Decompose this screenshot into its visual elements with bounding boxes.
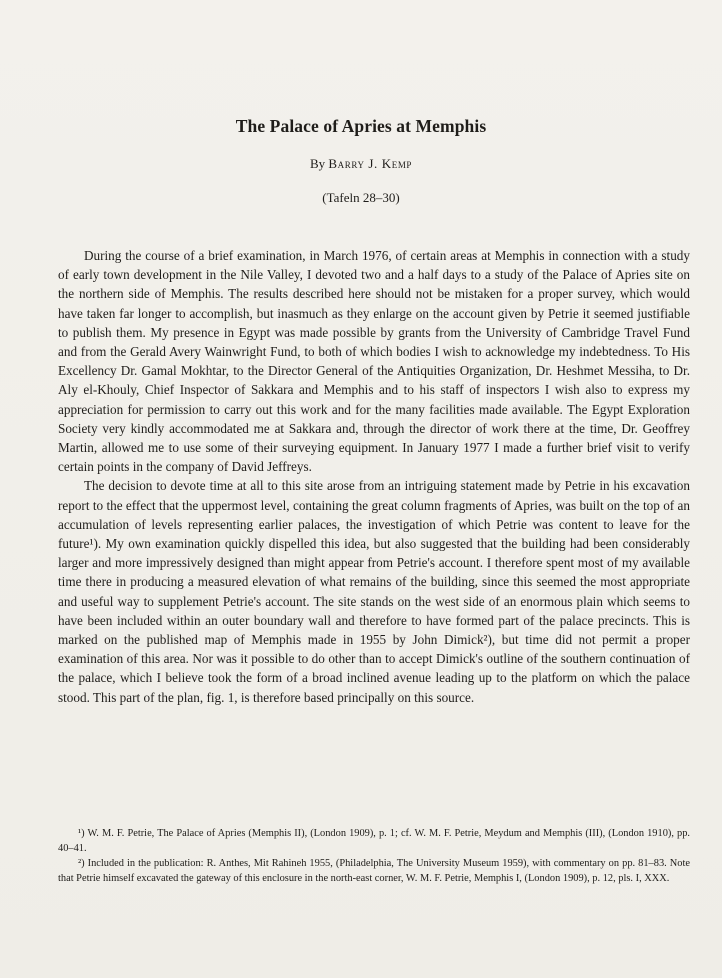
paragraph-2: The decision to devote time at all to this site arose from an intriguing statement made by Petrie in his excavation report to the effect that the uppermost level, containing the great column fragments of Apries, was built on the top of an accumulation of levels representing earlier palaces, the investigation of which Petrie was content to leave for the future¹). My own examination quickly dispelled this idea, but also suggested that the building had been considerably larger and more impressively designed than might appear from Petrie's account. I therefore spent most of my available time there in producing a measured elevation of what remains of the building, since this seemed the most appropriate and useful way to supplement Petrie's account. The site stands on the west side of an enormous plain which seems to have been included within an outer boundary wall and therefore to have formed part of the palace precincts. This is marked on the published map of Memphis made in 1955 by John Dimick²), but time did not permit a proper examination of this area. Nor was it possible to do other than to accept Dimick's outline of the southern continuation of the palace, which I believe took the form of a broad inclined avenue leading up to the platform on which the palace stood. This part of the plan, fig. 1, is therefore based principally on this source. (58, 478, 690, 705)
article-body (58, 246, 690, 707)
author-name: Barry J. Kemp (328, 156, 413, 171)
footnote-2: ²) Included in the publication: R. Anthes, Mit Rahineh 1955, (Philadelphia, The University Museum 1959), with commentary on pp. 81–83. Note that Petrie himself excavated the gateway of this enclosure in the north-east corner, W. M. F. Petrie, Memphis I, (London 1909), p. 12, pls. I, XXX. (58, 858, 690, 884)
article-title: The Palace of Apries at Memphis (235, 116, 487, 136)
footnotes (58, 826, 690, 886)
paragraph-1: During the course of a brief examination, in March 1976, of certain areas at Memphis in connection with a study of early town development in the Nile Valley, I devoted two and a half days to a study of the Palace of Apries site on the northern side of Memphis. The results described here should not be mistaken for a proper survey, which would have taken far longer to accomplish, but inasmuch as they enlarge on the account given by Petrie it seemed justifiable to publish them. My presence in Egypt was made possible by grants from the University of Cambridge Travel Fund and from the Gerald Avery Wainwright Fund, to both of which bodies I wish to acknowledge my indebtedness. To His Excellency Dr. Gamal Mokhtar, to the Director General of the Antiquities Organization, Dr. Heshmet Messiha, to Dr. Aly el-Khouly, Chief Inspector of Sakkara and Memphis and to his staff of inspectors I wish also to express my appreciation for permission to carry out this work and for the many facilities made available. The Egypt Exploration Society very kindly accommodated me at Sakkara and, through the director of work there at the time, Dr. Geoffrey Martin, allowed me to use some of their surveying equipment. In January 1977 I made a further brief visit to verify certain points in the company of David Jeffreys. (58, 248, 690, 475)
footnote-1: ¹) W. M. F. Petrie, The Palace of Apries (Memphis II), (London 1909), p. 1; cf. W. M. F. Petrie, Meydum and Memphis (III), (London 1910), pp. 40–41. (58, 828, 690, 854)
author-byline (0, 156, 722, 172)
plates-reference: (Tafeln 28–30) (322, 190, 400, 205)
by-label: By (309, 156, 326, 171)
